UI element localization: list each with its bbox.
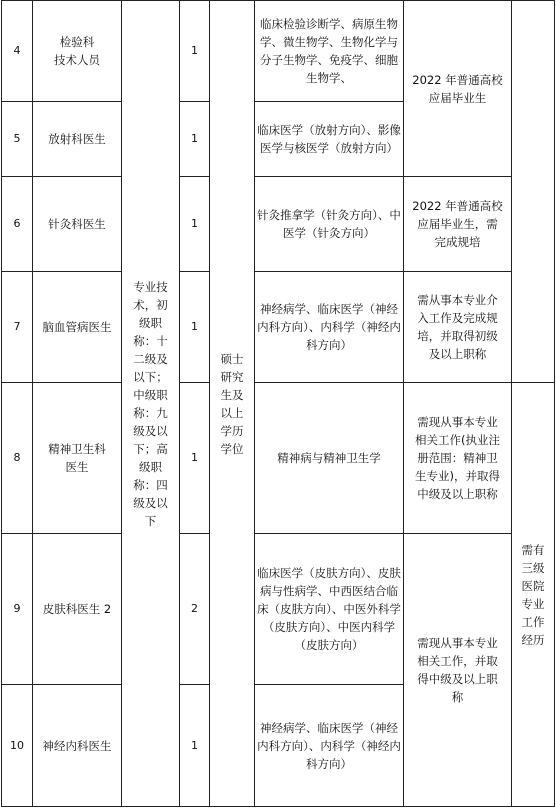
recruitment-table	[1, 0, 555, 807]
major-requirement: 临床医学（皮肤方向）、皮肤病与性病学、中西医结合临床（皮肤方向）、中医外科学（皮肤方向）、中医内科学（皮肤方向）	[255, 534, 404, 685]
row-number: 4	[2, 1, 33, 102]
other-condition: 2022 年普通高校应届毕业生，需完成规培	[404, 177, 512, 272]
row-number: 6	[2, 177, 33, 272]
other-condition: 需从事本专业介入工作及完成规培，并取得初级及以上职称	[404, 272, 512, 383]
major-requirement: 精神病与精神卫生学	[255, 383, 404, 534]
major-requirement: 神经病学、临床医学（神经内科方向）、内科学（神经内科方向）	[255, 685, 404, 807]
row-number: 5	[2, 102, 33, 177]
other-condition: 需现从事本专业相关工作，并取得中级及以上职称	[404, 534, 512, 807]
other-condition: 2022 年普通高校应届毕业生	[404, 1, 512, 177]
hire-count: 1	[180, 272, 210, 383]
note-cell	[512, 1, 555, 383]
hire-count: 1	[180, 177, 210, 272]
hire-count: 2	[180, 534, 210, 685]
hire-count: 1	[180, 1, 210, 102]
other-condition: 需现从事本专业相关工作(执业注册范围：精神卫生专业)，并取得中级及以上职称	[404, 383, 512, 534]
major-requirement: 临床医学（放射方向）、影像医学与核医学（放射方向）	[255, 102, 404, 177]
position-name: 皮肤科医生 2	[33, 534, 122, 685]
education-requirement: 硕士研究生及以上学历学位	[210, 1, 255, 807]
hire-count: 1	[180, 102, 210, 177]
position-name: 精神卫生科 医生	[33, 383, 122, 534]
position-name: 脑血管病医生	[33, 272, 122, 383]
major-requirement: 神经病学、临床医学（神经内科方向）、内科学（神经内科方向）	[255, 272, 404, 383]
hire-count: 1	[180, 685, 210, 807]
experience-note: 需有三级医院专业工作经历	[512, 383, 555, 807]
position-name: 神经内科医生	[33, 685, 122, 807]
position-name: 放射科医生	[33, 102, 122, 177]
major-requirement: 针灸推拿学（针灸方向）、中医学（针灸方向）	[255, 177, 404, 272]
table-row	[2, 1, 555, 102]
major-requirement: 临床检验诊断学、病原生物学、微生物学、生物化学与分子生物学、免疫学、细胞生物学、	[255, 1, 404, 102]
position-name: 针灸科医生	[33, 177, 122, 272]
table-row	[2, 177, 555, 272]
row-number: 10	[2, 685, 33, 807]
position-name: 检验科 技术人员	[33, 1, 122, 102]
table-row	[2, 272, 555, 383]
row-number: 9	[2, 534, 33, 685]
table-row	[2, 534, 555, 685]
row-number: 8	[2, 383, 33, 534]
position-type: 专业技术，初级职称：十二级及以下；中级职称：九级及以下；高级职称：四级及以下	[122, 1, 180, 807]
table-row	[2, 383, 555, 534]
row-number: 7	[2, 272, 33, 383]
hire-count: 1	[180, 383, 210, 534]
